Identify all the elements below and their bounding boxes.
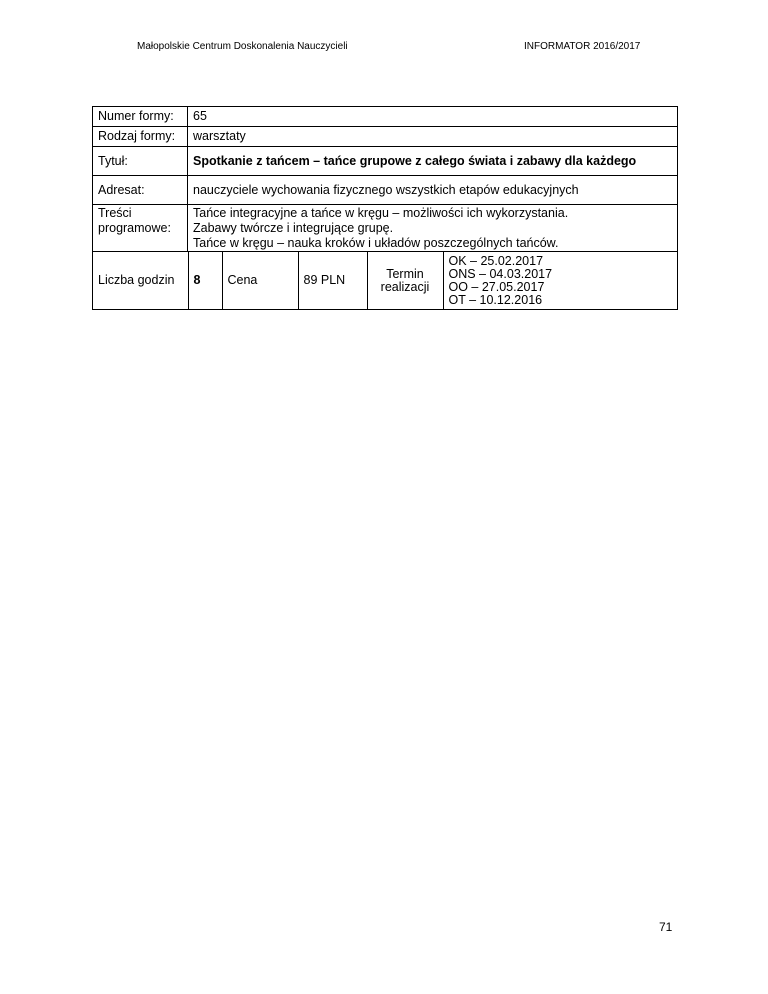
value-tytul: Spotkanie z tańcem – tańce grupowe z całego świata i zabawy dla każdego: [188, 147, 678, 176]
value-tresci: [188, 205, 678, 252]
row-details: [93, 252, 678, 310]
termin-date: OK – 25.02.2017: [448, 253, 544, 268]
label-tresci-line-1: Treści: [98, 206, 132, 220]
label-termin: [367, 252, 443, 309]
page-number: 71: [659, 920, 673, 934]
label-tytul: Tytuł:: [93, 147, 188, 176]
value-terminy: [443, 252, 677, 309]
value-liczba-godzin: 8: [188, 252, 222, 309]
value-adresat: nauczyciele wychowania fizycznego wszystkich etapów edukacyjnych: [188, 176, 678, 205]
row-numer: [93, 107, 678, 127]
tresci-line: Tańce w kręgu – nauka kroków i układów poszczególnych tańców.: [193, 236, 559, 250]
label-termin-line-2: realizacji: [380, 279, 430, 294]
termin-date: ONS – 04.03.2017: [448, 266, 553, 281]
label-tresci-line-2: programowe:: [98, 221, 171, 235]
label-termin-line-1: Termin: [386, 266, 424, 281]
label-adresat: Adresat:: [93, 176, 188, 205]
header-institution: Małopolskie Centrum Doskonalenia Nauczycieli: [137, 41, 348, 52]
label-tresci: [93, 205, 188, 252]
label-numer: Numer formy:: [93, 107, 188, 127]
header-informator: INFORMATOR 2016/2017: [524, 41, 641, 52]
label-cena: Cena: [222, 252, 298, 309]
tresci-line: Zabawy twórcze i integrujące grupę.: [193, 221, 394, 235]
course-table: [92, 106, 678, 310]
value-rodzaj: warsztaty: [188, 127, 678, 147]
details-cell: [93, 252, 678, 310]
tresci-line: Tańce integracyjne a tańce w kręgu – możliwości ich wykorzystania.: [193, 206, 569, 220]
value-cena: 89 PLN: [298, 252, 367, 309]
value-numer: 65: [188, 107, 678, 127]
details-table: [93, 252, 677, 309]
termin-date: OT – 10.12.2016: [448, 292, 543, 307]
row-tytul: [93, 147, 678, 176]
label-rodzaj: Rodzaj formy:: [93, 127, 188, 147]
row-adresat: [93, 176, 678, 205]
termin-date: OO – 27.05.2017: [448, 279, 545, 294]
label-liczba-godzin: Liczba godzin: [93, 252, 188, 309]
row-tresci: [93, 205, 678, 252]
row-rodzaj: [93, 127, 678, 147]
